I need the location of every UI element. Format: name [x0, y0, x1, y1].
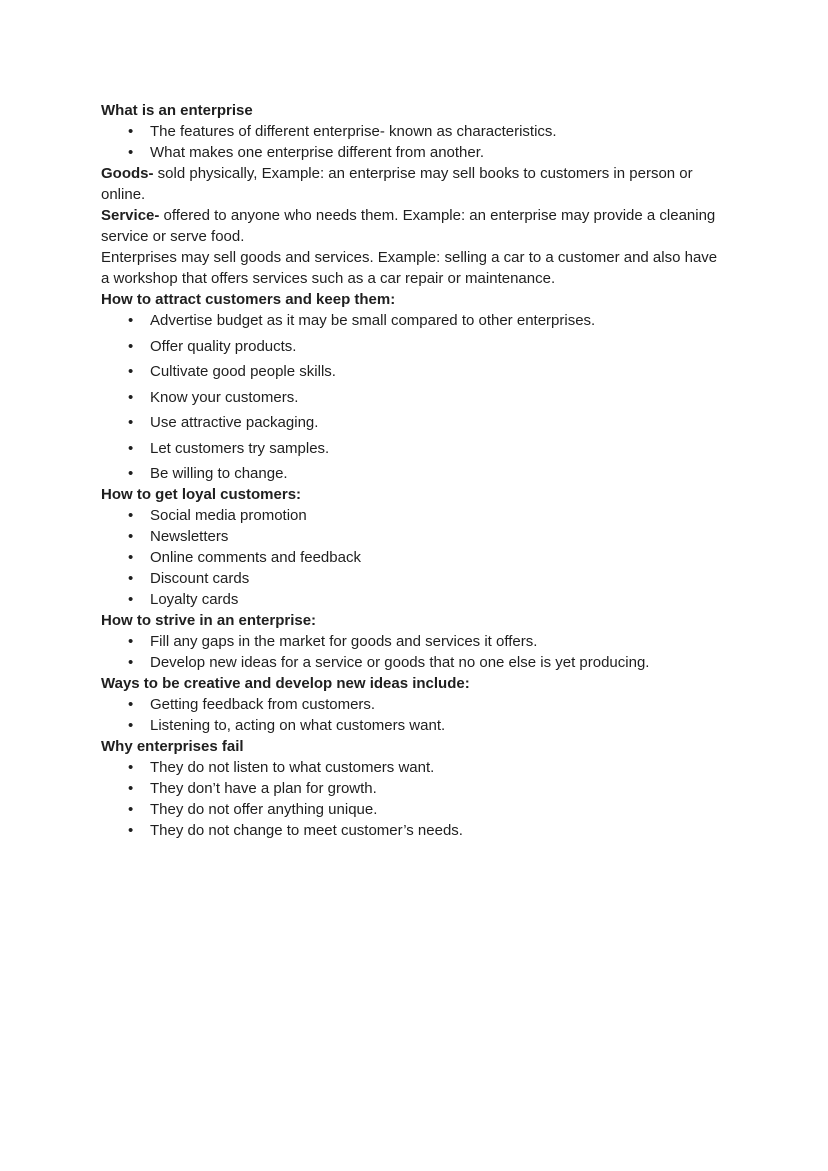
- list-item: [101, 631, 728, 652]
- bullet-icon: •: [128, 549, 134, 566]
- list-item: [101, 387, 728, 408]
- paragraph: [101, 247, 728, 289]
- bullet-icon: •: [128, 414, 134, 431]
- list-item: [101, 505, 728, 526]
- list-item: [101, 820, 728, 841]
- bullet-icon: •: [128, 633, 134, 650]
- document-content: [101, 0, 728, 841]
- section-heading: What is an enterprise: [101, 102, 253, 119]
- bullet-icon: •: [128, 123, 134, 140]
- bullet-icon: •: [128, 507, 134, 524]
- list-item-text: Fill any gaps in the market for goods and services it offers.: [150, 633, 538, 650]
- list-item-text: Getting feedback from customers.: [150, 696, 376, 713]
- bullet-icon: •: [128, 528, 134, 545]
- list-item: [101, 799, 728, 820]
- list-item-text: Cultivate good people skills.: [150, 363, 336, 380]
- bullet-icon: •: [128, 822, 134, 839]
- section-heading: How to strive in an enterprise:: [101, 612, 317, 629]
- paragraph-text: offered to anyone who needs them. Example: an enterprise may provide a cleaning service or serve food.: [101, 207, 716, 245]
- list-item-text: They do not offer anything unique.: [150, 801, 378, 818]
- bullet-icon: •: [128, 780, 134, 797]
- bold-term: Goods-: [101, 165, 154, 182]
- list-item: [101, 547, 728, 568]
- bullet-list: [101, 505, 728, 610]
- paragraph: [101, 205, 728, 247]
- list-item-text: They don’t have a plan for growth.: [150, 780, 377, 797]
- list-item: [101, 361, 728, 382]
- bold-term: Service-: [101, 207, 160, 224]
- list-item: [101, 694, 728, 715]
- list-item-text: They do not listen to what customers want.: [150, 759, 435, 776]
- list-item-text: Listening to, acting on what customers want.: [150, 717, 446, 734]
- paragraph: [101, 163, 728, 205]
- list-item-text: Let customers try samples.: [150, 439, 330, 457]
- list-item-text: Be willing to change.: [150, 465, 288, 482]
- list-item-text: The features of different enterprise- known as characteristics.: [150, 123, 557, 140]
- list-item: [101, 526, 728, 547]
- list-item-text: Online comments and feedback: [150, 549, 361, 566]
- list-item: [101, 568, 728, 589]
- section-heading: Ways to be creative and develop new ideas include:: [101, 675, 470, 692]
- bullet-icon: •: [128, 337, 134, 355]
- list-item: [101, 121, 728, 142]
- list-item-text: Use attractive packaging.: [150, 414, 319, 431]
- paragraph-text: Enterprises may sell goods and services. Example: selling a car to a customer and also have a workshop that offers services such as a car repair or maintenance.: [101, 249, 718, 287]
- list-item-text: They do not change to meet customer’s needs.: [150, 822, 463, 839]
- bullet-list: [101, 310, 728, 484]
- bullet-list: [101, 631, 728, 673]
- paragraph-text: sold physically, Example: an enterprise may sell books to customers in person or online.: [101, 165, 693, 203]
- list-item-text: Discount cards: [150, 570, 250, 587]
- list-item-text: Develop new ideas for a service or goods that no one else is yet producing.: [150, 654, 650, 671]
- bullet-icon: •: [128, 439, 134, 457]
- list-item: [101, 310, 728, 331]
- list-item-text: Offer quality products.: [150, 337, 297, 355]
- list-item: [101, 589, 728, 610]
- bullet-icon: •: [128, 696, 134, 713]
- list-item: [101, 652, 728, 673]
- bullet-icon: •: [128, 465, 134, 482]
- list-item: [101, 715, 728, 736]
- list-item-text: What makes one enterprise different from another.: [150, 144, 485, 161]
- bullet-icon: •: [128, 144, 134, 161]
- bullet-icon: •: [128, 591, 134, 608]
- bullet-icon: •: [128, 388, 134, 406]
- list-item: [101, 142, 728, 163]
- bullet-icon: •: [128, 363, 134, 380]
- bullet-icon: •: [128, 801, 134, 818]
- bullet-icon: •: [128, 312, 134, 329]
- list-item-text: Social media promotion: [150, 507, 307, 524]
- list-item: [101, 412, 728, 433]
- bullet-list: [101, 694, 728, 736]
- section-heading: How to attract customers and keep them:: [101, 291, 396, 308]
- bullet-icon: •: [128, 654, 134, 671]
- bullet-list: [101, 121, 728, 163]
- bullet-icon: •: [128, 717, 134, 734]
- list-item-text: Newsletters: [150, 528, 229, 545]
- list-item: [101, 757, 728, 778]
- list-item: [101, 463, 728, 484]
- section-heading: Why enterprises fail: [101, 738, 244, 755]
- bullet-icon: •: [128, 759, 134, 776]
- list-item: [101, 778, 728, 799]
- bullet-icon: •: [128, 570, 134, 587]
- list-item-text: Know your customers.: [150, 388, 299, 406]
- list-item-text: Loyalty cards: [150, 591, 239, 608]
- list-item: [101, 336, 728, 357]
- list-item: [101, 438, 728, 459]
- section-heading: How to get loyal customers:: [101, 486, 302, 503]
- list-item-text: Advertise budget as it may be small compared to other enterprises.: [150, 312, 596, 329]
- bullet-list: [101, 757, 728, 841]
